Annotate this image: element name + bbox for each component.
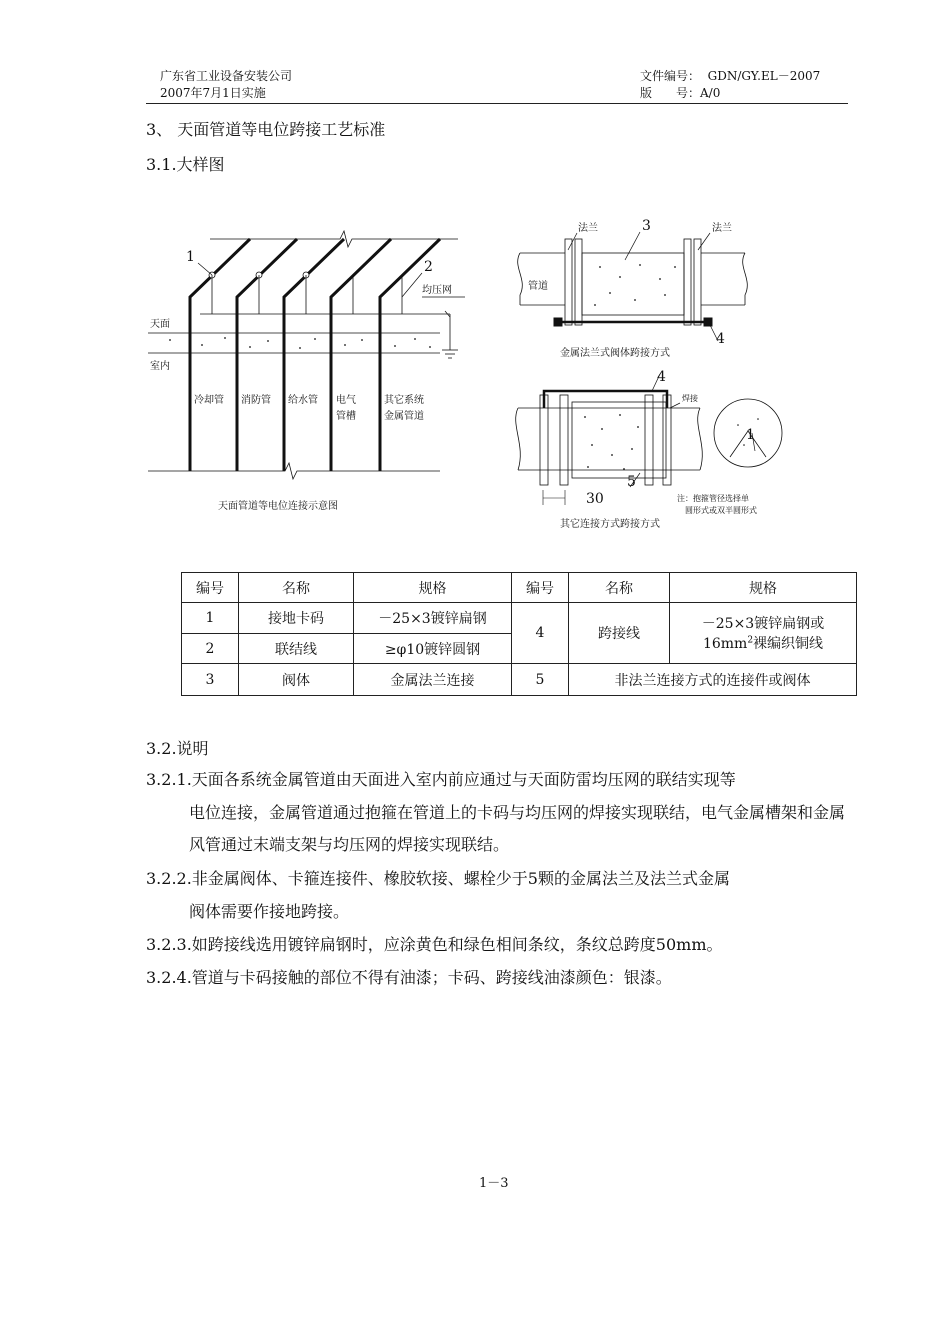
note-line-1: 注：抱箍管径选择单: [677, 494, 749, 503]
flange-valve-diagram: [518, 232, 748, 341]
spec-size: 16mm: [702, 636, 748, 652]
version-label: 版 号：: [640, 86, 701, 100]
table-row: [182, 603, 857, 634]
note-number: 3.2.1.: [146, 770, 192, 789]
note-item: [146, 962, 852, 995]
label-fire-pipe: 消防管: [241, 395, 271, 406]
cell-name: 阀体: [239, 664, 354, 696]
note-text: 管道与卡码接触的部位不得有油漆；卡码、跨接线油漆颜色：银漆。: [191, 968, 672, 987]
spec-line-2: [670, 633, 856, 653]
spec-superscript: 2: [747, 635, 754, 646]
cell-no: 4: [512, 603, 569, 664]
doc-number: GDN/GY.EL－2007: [707, 69, 821, 83]
cell-no: 1: [182, 603, 239, 634]
note-number: 3.2.3.: [146, 935, 192, 954]
cell-spec: 金属法兰连接: [354, 664, 512, 696]
parts-table: [181, 572, 857, 696]
marker-1-detail: 1: [746, 427, 755, 443]
doc-number-label: 文件编号：: [640, 69, 701, 83]
note-continuation: 阀体需要作接地跨接。: [189, 901, 350, 921]
marker-5: 5: [627, 474, 636, 490]
label-flange-right: 法兰: [712, 223, 732, 234]
th-no-2: 编号: [512, 573, 569, 603]
label-other-2: 金属管道: [384, 411, 424, 422]
label-other-1: 其它系统: [384, 395, 424, 406]
marker-4-bottom: 4: [657, 369, 666, 385]
caption-other: 其它连接方式跨接方式: [560, 519, 660, 530]
label-roof: 天面: [150, 319, 170, 330]
label-grid: 均压网: [422, 285, 452, 296]
caption-roof-diagram: 天面管道等电位连接示意图: [218, 501, 338, 512]
spec-material: 裸编织铜线: [753, 636, 824, 652]
label-pipe: 管道: [528, 281, 548, 292]
th-name-1: 名称: [239, 573, 354, 603]
marker-4-top: 4: [716, 331, 725, 347]
cell-no: 3: [182, 664, 239, 696]
section-title: 3、 天面管道等电位跨接工艺标准: [146, 120, 386, 139]
detail-drawing: [140, 205, 820, 535]
th-no-1: 编号: [182, 573, 239, 603]
cell-no: 5: [512, 664, 569, 696]
note-continuation: 电位连接，金属管道通过抱箍在管道上的卡码与均压网的焊接实现联结，电气金属槽架和金属风管通过末端支架与均压网的焊接实现联结。: [189, 802, 846, 854]
label-water-pipe: 给水管: [288, 395, 318, 406]
header-left: [160, 68, 292, 102]
company-name: 广东省工业设备安装公司: [160, 69, 293, 83]
spec-line-1: －25×3镀锌扁钢或: [701, 616, 825, 632]
label-electric-1: 电气: [336, 395, 356, 406]
label-flange-left: 法兰: [578, 223, 598, 234]
label-weld: 焊接: [682, 394, 698, 403]
th-spec-2: 规格: [670, 573, 857, 603]
marker-2: 2: [424, 259, 433, 275]
marker-1: 1: [186, 249, 195, 265]
other-joint-diagram: [516, 374, 782, 505]
version: A/0: [700, 86, 721, 100]
th-spec-1: 规格: [354, 573, 512, 603]
note-number: 3.2.2.: [146, 869, 192, 888]
effective-date: 2007年7月1日实施: [160, 86, 266, 100]
th-name-2: 名称: [569, 573, 670, 603]
cell-no: 2: [182, 634, 239, 664]
note-item: [146, 764, 852, 862]
subsection-title: 3.1.大样图: [146, 155, 225, 174]
notes-title: 3.2.说明: [146, 739, 209, 758]
marker-3: 3: [642, 218, 651, 234]
note-line-2: 圆形式或双半圆形式: [685, 506, 757, 515]
doc-number-line: [640, 68, 820, 85]
note-text: 如跨接线选用镀锌扁钢时，应涂黄色和绿色相间条纹，条纹总跨度50mm。: [191, 935, 723, 954]
cell-spec: －25×3镀锌扁钢: [354, 603, 512, 634]
label-indoor: 室内: [150, 361, 170, 372]
note-text: 天面各系统金属管道由天面进入室内前应通过与天面防雷均压网的联结实现等: [191, 770, 736, 789]
cell-name: 联结线: [239, 634, 354, 664]
note-item: [146, 929, 852, 962]
cell-spec: ≥φ10镀锌圆钢: [354, 634, 512, 664]
table-row: [182, 664, 857, 696]
header-right: [640, 68, 820, 102]
note-text: 非金属阀体、卡箍连接件、橡胶软接、螺栓少于5颗的金属法兰及法兰式金属: [191, 869, 730, 888]
caption-flange: 金属法兰式阀体跨接方式: [560, 348, 670, 359]
note-number: 3.2.4.: [146, 968, 192, 987]
roof-pipe-diagram: [148, 231, 465, 479]
cell-spec-jumper: [670, 603, 857, 664]
header-divider: [146, 103, 848, 104]
label-electric-2: 管槽: [336, 411, 356, 422]
label-cooling-pipe: 冷却管: [194, 395, 224, 406]
note-item: [146, 863, 852, 928]
table-header-row: [182, 573, 857, 603]
cell-name: 跨接线: [569, 603, 670, 664]
page-number: 1－3: [479, 1176, 509, 1191]
version-line: [640, 85, 820, 102]
cell-name: 接地卡码: [239, 603, 354, 634]
cell-name: 非法兰连接方式的连接件或阀体: [569, 664, 857, 696]
dimension-30: 30: [586, 491, 604, 507]
